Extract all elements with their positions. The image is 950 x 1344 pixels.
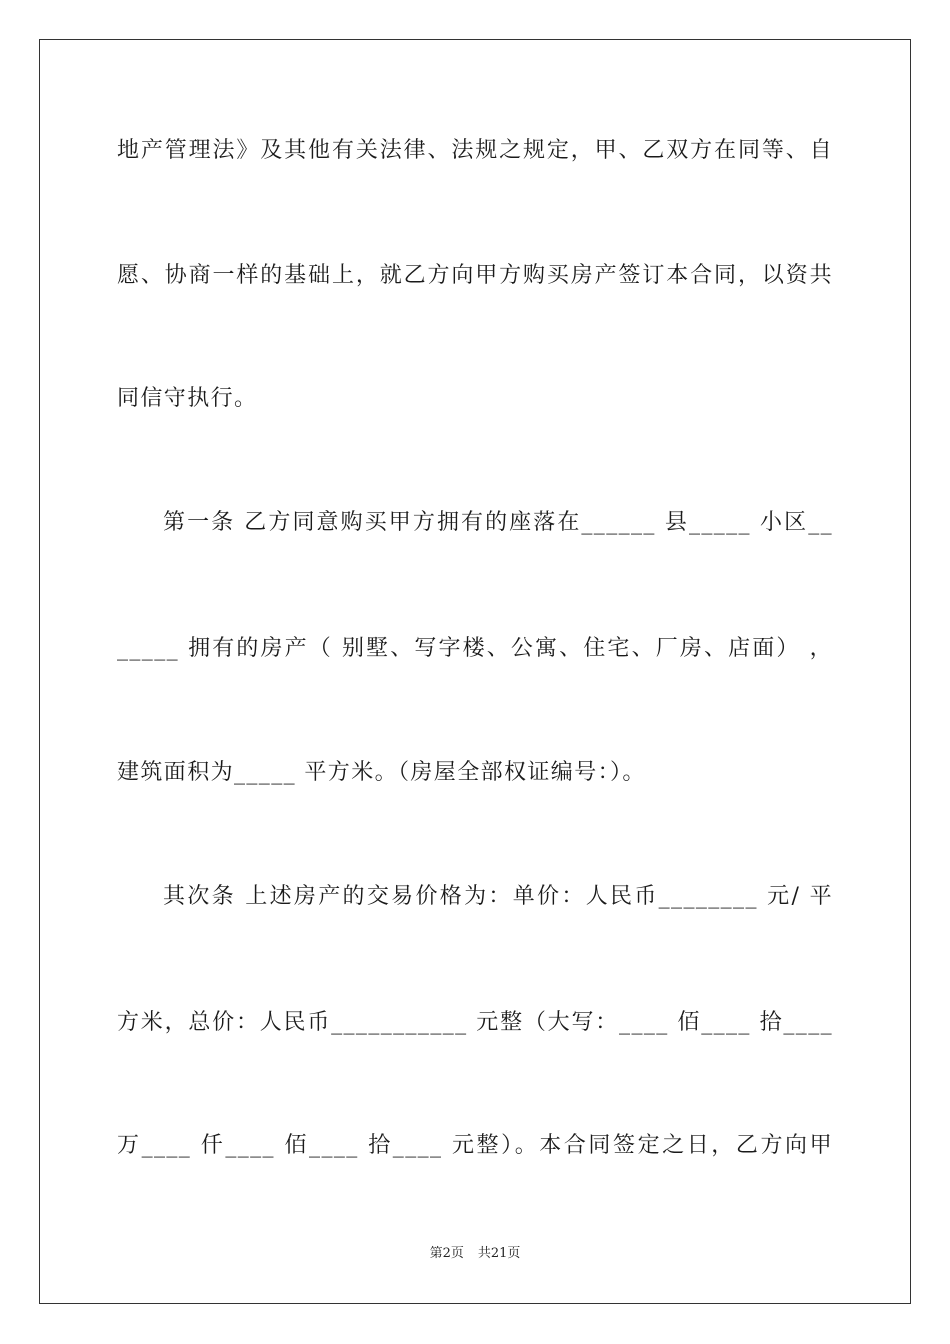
article-1-line: 第一条 乙方同意购买甲方拥有的座落在______ 县_____ 小区__ [163,510,833,535]
page-number: 第2页 [429,1246,464,1261]
paragraph-line: _____ 拥有的房产（ 别墅、写字楼、公寓、住宅、厂房、店面） ， [117,636,833,661]
page-border [39,39,911,1304]
page-footer [0,1245,950,1263]
page-total: 共21页 [477,1246,521,1261]
paragraph-line: 地产管理法》及其他有关法律、法规之规定，甲、乙双方在同等、自 [117,138,833,163]
paragraph-line: 建筑面积为_____ 平方米。（房屋全部权证编号：）。 [117,760,646,785]
paragraph-line: 万____ 仟____ 佰____ 拾____ 元整）。本合同签定之日，乙方向甲 [117,1133,833,1158]
article-2-line: 其次条 上述房产的交易价格为：单价：人民币________ 元/ 平 [163,884,833,909]
paragraph-line: 愿、协商一样的基础上，就乙方向甲方购买房产签订本合同，以资共 [117,263,833,288]
paragraph-line: 同信守执行。 [117,386,258,411]
paragraph-line: 方米，总价：人民币___________ 元整（大写：____ 佰____ 拾____ [117,1010,833,1035]
